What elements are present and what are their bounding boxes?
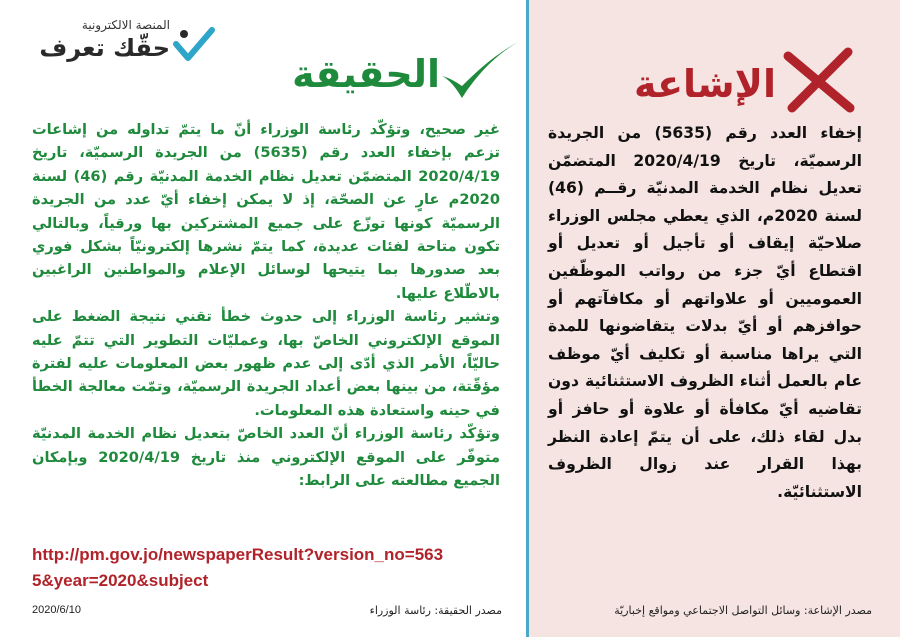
brand-check-icon — [172, 22, 216, 66]
x-mark-icon — [780, 46, 858, 116]
rumor-title: الإشاعة — [634, 62, 776, 106]
truth-body — [32, 118, 500, 493]
truth-paragraph-3: وتؤكّد رئاسة الوزراء أنّ العدد الخاصّ بتعديل نظام الخدمة المدنيّة متوفّر على الموقع الإلكتروني منذ تاريخ 2020/4/19 وبإمكان الجميع مطالعته على الرابط: — [32, 425, 500, 490]
brand-name: حقّك تعرف — [39, 34, 170, 62]
brand-platform-label: المنصة الالكترونية — [81, 18, 170, 32]
truth-paragraph-2: وتشير رئاسة الوزراء إلى حدوث خطأ تقني نتيجة الضغط على الموقع الإلكتروني الخاصّ بها، وعمليّات التطوير التي تتمّ عليه حاليّاً، الأمر الذي أدّى إلى عدم ظهور بعض المعلومات عليه لفترة مؤقّتة، من بينها بعض أعداد الجريدة الرسميّة، وتمّت معالجة الخطأ في حينه واستعادة هذه المعلومات. — [32, 308, 500, 419]
truth-paragraph-1: غير صحيح، وتؤكّد رئاسة الوزراء أنّ ما يتمّ تداوله من إشاعات تزعم بإخفاء العدد رقم (5635) من الجريدة الرسميّة، تاريخ 2020/4/19 المتضمّن تعديل نظام الخدمة المدنيّة رقم (46) لسنة 2020م عارٍ عن الصحّة، إذ لا يمكن إخفاء أيّ عدد من الجريدة الرسميّة كونها توزّع على جميع المشتركين بها ورقياً، وبالتالي تكون متاحة لفئات عديدة، كما يتمّ نشرها إلكترونيّاً بشكل فوري بعد صدورها بما يتيحها لوسائل الإعلام والمواطنين الراغبين بالاطّلاع عليها. — [32, 121, 501, 302]
truth-source: مصدر الحقيقة: رئاسة الوزراء — [369, 604, 502, 617]
truth-title: الحقيقة — [292, 52, 440, 96]
check-mark-icon — [436, 36, 522, 104]
rumor-source: مصدر الإشاعة: وسائل التواصل الاجتماعي ومواقع إخباريّة — [614, 604, 872, 617]
rumor-body: إخفاء العدد رقم (5635) من الجريدة الرسميّة، تاريخ 2020/4/19 المتضمّن تعديل نظام الخدمة المدنيّة رقــم (46) لسنة 2020م، الذي يعطي مجلس الوزراء صلاحيّة إيقاف أو تأجيل أو تعديل أو اقتطاع أيّ جزء من رواتب الموظّفين العموميين أو علاواتهم أو مكافآتهم أو حوافزهم أو أيّ بدلات يتقاضونها للمدة التي يراها مناسبة أو تكليف أيّ موظف عام بالعمل أثناء الظروف الاستثنائية دون تقاضيه أيّ مكافأة أو علاوة أو حافز أو بدل لقاء ذلك، على أن يتمّ إعادة النظر بهذا القرار عند زوال الظروف الاستثنائيّة. — [548, 124, 862, 501]
brand-logo — [26, 14, 216, 70]
truth-link[interactable]: http://pm.gov.jo/newspaperResult?version_no=5635&year=2020&subject — [32, 545, 444, 590]
truth-date: 2020/6/10 — [32, 604, 81, 616]
panel-divider — [526, 0, 529, 637]
